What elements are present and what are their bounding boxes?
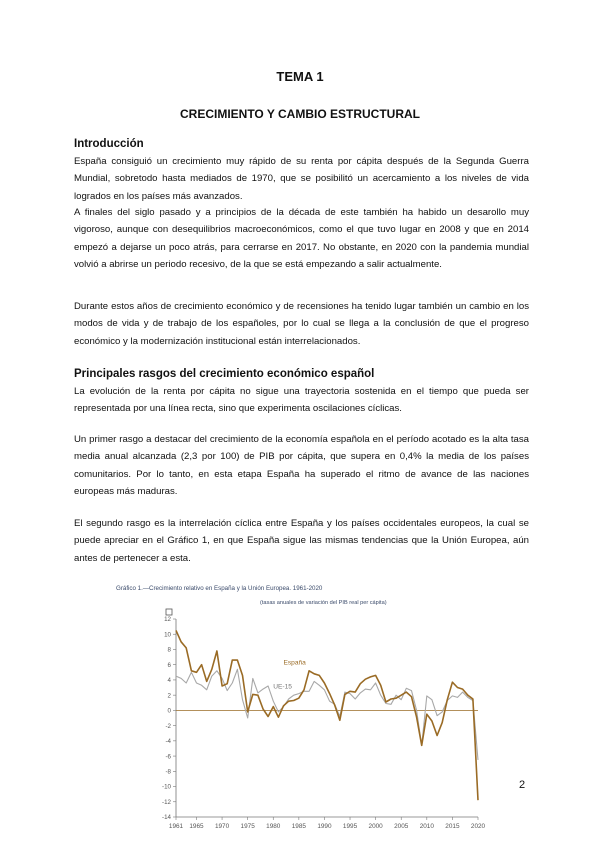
x-tick-label: 1995	[342, 823, 358, 830]
paragraph-4: La evolución de la renta por cápita no sigue una trayectoria sostenida en el tiempo que pueda ser representada por una línea recta, sino que experimenta oscilaciones cíclicas.	[74, 386, 529, 415]
x-tick-label: 1980	[266, 823, 281, 830]
series-line-espana	[176, 630, 478, 800]
paragraph-1: España consiguió un crecimiento muy rápido de su renta por cápita después de la Segunda Guerra Mundial, sobretodo hasta mediados de 1970, que se posibilitó un acercamiento a los niveles de vida logrados en los países más avanzados.	[74, 156, 529, 202]
y-tick-label: -8	[165, 768, 171, 776]
y-tick-label: -2	[165, 722, 171, 730]
section-heading-principales-rasgos: Principales rasgos del crecimiento económico español	[74, 368, 375, 380]
paragraph-3: Durante estos años de crecimiento económico y de recensiones ha tenido lugar también un cambio en los modos de vida y de trabajo de los españoles, por lo cual se llega a la conclusión de que el progreso económico y la modernización institucional están interrelacionados.	[74, 301, 529, 347]
y-tick-label: 6	[167, 661, 171, 669]
growth-chart-svg	[110, 578, 500, 846]
page-title: TEMA 1	[276, 69, 324, 84]
x-tick-label: 1975	[240, 823, 255, 830]
y-tick-label: 10	[164, 631, 171, 639]
y-tick-label: -6	[165, 753, 171, 761]
chart-ylabel: (tasas anuales de variación del PIB real per cápita)	[260, 600, 387, 606]
x-tick-label: 1965	[189, 823, 204, 830]
y-tick-label: 4	[167, 677, 171, 685]
y-tick-label: -10	[162, 783, 171, 791]
y-tick-label: 8	[167, 646, 171, 654]
paragraph-6: El segundo rasgo es la interrelación cíclica entre España y los países occidentales europeos, la cual se puede apreciar en el Gráfico 1, en que España sigue las mismas tendencias que la Unión Europea, aún antes de pertenecer a esta.	[74, 518, 529, 564]
series-label-ue15: UE-15	[273, 683, 292, 691]
section-heading-introduccion: Introducción	[74, 138, 144, 150]
y-tick-label: -14	[162, 814, 171, 822]
y-tick-label: 12	[164, 616, 171, 624]
paragraph-2: A finales del siglo pasado y a principios de la década de este también ha habido un desarollo muy vigoroso, aunque con desequilibrios macroeconómicos, como el que tuvo lugar en 2008 y que en 2014 empezó a dejarse un poco atrás, para cerrarse en 2017. No obstante, en 2020 con la pandemia mundial volvió a abrirse un periodo recesivo, de la que se está empezando a salir actualmente.	[74, 207, 529, 271]
x-tick-label: 1970	[214, 823, 230, 830]
chart-title: Gráfico 1.—Crecimiento relativo en España y la Unión Europea. 1961-2020	[116, 585, 323, 592]
x-tick-label: 2000	[368, 823, 383, 830]
growth-chart	[110, 578, 500, 846]
x-tick-label: 2005	[394, 823, 409, 830]
x-tick-label: 1985	[291, 823, 306, 830]
chapter-subtitle: CRECIMIENTO Y CAMBIO ESTRUCTURAL	[179, 107, 420, 121]
x-tick-label: 2010	[419, 823, 434, 830]
chart-corner-icon	[166, 609, 172, 615]
x-tick-label: 1961	[168, 823, 184, 830]
y-tick-label: -12	[162, 798, 171, 806]
y-tick-label: 2	[167, 692, 171, 700]
x-tick-label: 2020	[470, 823, 486, 830]
x-tick-label: 2015	[445, 823, 460, 830]
paragraph-5: Un primer rasgo a destacar del crecimiento de la economía española en el período acotado es la alta tasa media anual alcanzada (2,3 por 100) de PIB por cápita, que supera en 0,4% la media de los países comunitarios. Por lo tanto, en esta etapa España ha superado el ritmo de avance de las naciones europeas más maduras.	[74, 434, 529, 498]
y-tick-label: 0	[167, 707, 171, 715]
x-tick-label: 1990	[317, 823, 332, 830]
page-number: 2	[519, 779, 526, 791]
y-tick-label: -4	[165, 738, 171, 746]
series-label-espana: España	[283, 659, 306, 667]
